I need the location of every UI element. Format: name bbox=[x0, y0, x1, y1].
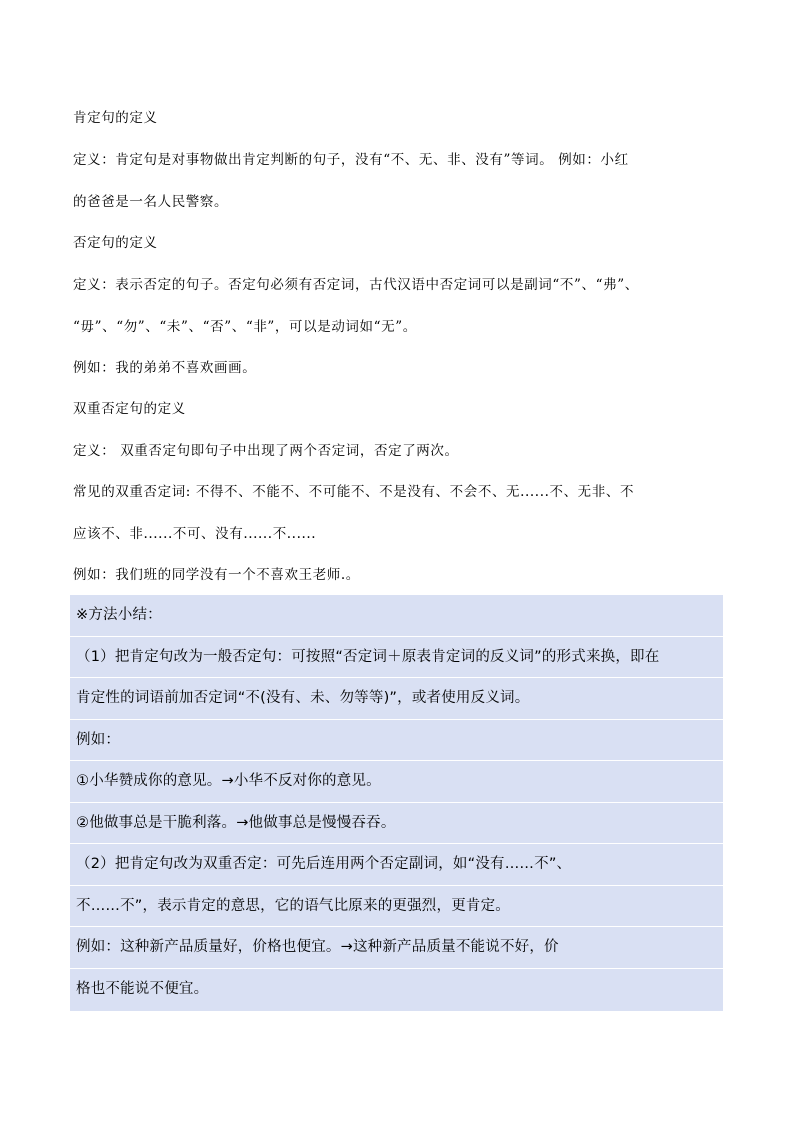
heading-negative-definition: 否定句的定义 bbox=[73, 235, 158, 251]
text-line: 例如：我们班的同学没有一个不喜欢王老师.。 bbox=[73, 567, 360, 583]
text-line: 定义： 双重否定句即句子中出现了两个否定词，否定了两次。 bbox=[73, 443, 459, 459]
text-line: 例如：我的弟弟不喜欢画画。 bbox=[73, 360, 257, 376]
text-line: 应该不、非......不可、没有......不...... bbox=[73, 526, 317, 542]
summary-line: 不……不”，表示肯定的意思，它的语气比原来的更强烈，更肯定。 bbox=[70, 886, 723, 928]
text-line: 的爸爸是一名人民警察。 bbox=[73, 194, 229, 210]
text-line: 定义：肯定句是对事物做出肯定判断的句子，没有“不、无、非、没有”等词。 例如：小红 bbox=[73, 152, 629, 168]
summary-line: ②他做事总是干脆利落。→他做事总是慢慢吞吞。 bbox=[70, 803, 723, 845]
text-line: “毋”、“勿”、“未”、“否”、“非”，可以是动词如“无”。 bbox=[73, 319, 417, 335]
text-line: 定义：表示否定的句子。否定句必须有否定词，古代汉语中否定词可以是副词“不”、“弗”、 bbox=[73, 277, 639, 293]
summary-line: 肯定性的词语前加否定词“不(没有、未、勿等等)”，或者使用反义词。 bbox=[70, 678, 723, 720]
summary-line: （2）把肯定句改为双重否定：可先后连用两个否定副词，如“没有……不”、 bbox=[70, 844, 723, 886]
summary-line: （1）把肯定句改为一般否定句：可按照“否定词＋原表肯定词的反义词”的形式来换，即在 bbox=[70, 637, 723, 679]
summary-line: 例如： bbox=[70, 720, 723, 762]
summary-title: ※方法小结： bbox=[70, 595, 723, 637]
method-summary-box bbox=[70, 595, 723, 1011]
summary-line: 格也不能说不便宜。 bbox=[76, 980, 209, 997]
text-line: 常见的双重否定词: 不得不、不能不、不可能不、不是没有、不会不、无......不、无非、不 bbox=[73, 484, 635, 500]
heading-affirmative-definition: 肯定句的定义 bbox=[73, 110, 158, 126]
heading-double-negative-definition: 双重否定句的定义 bbox=[73, 401, 186, 417]
summary-line: ①小华赞成你的意见。→小华不反对你的意见。 bbox=[70, 761, 723, 803]
summary-line: 例如：这种新产品质量好，价格也便宜。→这种新产品质量不能说不好，价 bbox=[70, 927, 723, 969]
